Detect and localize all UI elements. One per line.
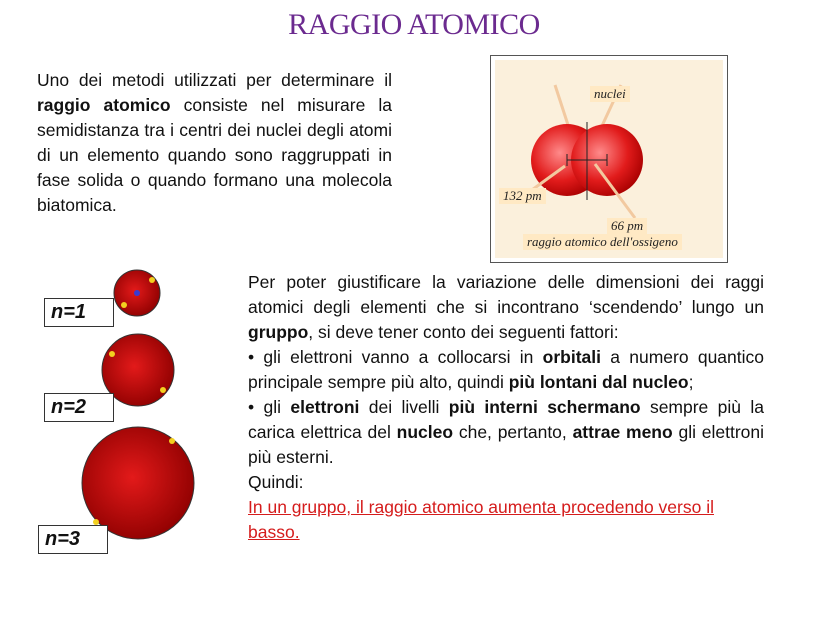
bullet-text: dei livelli [359,397,449,417]
body-intro-paragraph [248,270,764,345]
label-nuclei: nuclei [590,86,630,102]
bullet-text: che, pertanto, [453,422,573,442]
shell-label-n2: n=2 [44,393,114,422]
figure-background [495,60,723,258]
shell-label-n3: n=3 [38,525,108,554]
bullet-bold: nucleo [396,422,454,442]
body-bold-term: gruppo [248,322,309,342]
bullet-shielding [248,395,764,470]
intro-text-1: Uno dei metodi utilizzati per determinare il [37,70,392,90]
bullet-bold: attrae meno [572,422,673,442]
bullet-text: gli elettroni più esterni. [248,422,765,467]
label-radius-value: 66 pm [607,218,647,234]
intro-bold-term: raggio atomico [37,95,171,115]
body-text: , si deve tener conto dei seguenti fattori: [308,322,619,342]
electron-n1-b [121,302,127,308]
bullet-text: a numero quantico principale sempre più alto, quindi [248,347,764,392]
conclusion-statement: In un gruppo, il raggio atomico aumenta procedendo verso il basso. [248,497,714,542]
electron-n2-a [109,351,115,357]
oxygen-molecule-figure [490,55,728,263]
page-title: RAGGIO ATOMICO [288,8,540,41]
bullet-bold: più lontani dal nucleo [508,372,689,392]
intro-paragraph [37,68,392,218]
bullet-bold: orbitali [542,347,601,367]
bullet-orbitals [248,345,764,395]
bullet-bold: più interni schermano [448,397,641,417]
electron-n1-a [149,277,155,283]
bullet-text: • gli [248,397,291,417]
bullet-text: ; [688,372,694,392]
shells-illustration [0,260,240,600]
nucleus-n1 [134,290,140,296]
electron-n3-a [169,438,175,444]
body-text: Per poter giustificare la variazione delle dimensioni dei raggi atomici degli elementi che si incontrano ‘scendendo’ lungo un [248,272,764,317]
label-radius-caption: raggio atomico dell'ossigeno [523,234,682,250]
bullet-bold: elettroni [290,397,360,417]
bullet-text: sempre più la carica elettrica del [248,397,764,442]
electron-shells-diagram [0,260,240,600]
intro-text-2: consiste nel misurare la semidistanza tra i centri dei nuclei degli atomi di un elemento quando sono raggruppati in fase solida o quando formano una molecola biatomica. [37,95,392,215]
shell-label-n1: n=1 [44,298,114,327]
label-distance: 132 pm [499,188,546,204]
explanation-text [248,270,764,545]
electron-n2-b [160,387,166,393]
quindi-label: Quindi: [248,472,304,492]
bullet-text: • gli elettroni vanno a collocarsi in [248,347,543,367]
